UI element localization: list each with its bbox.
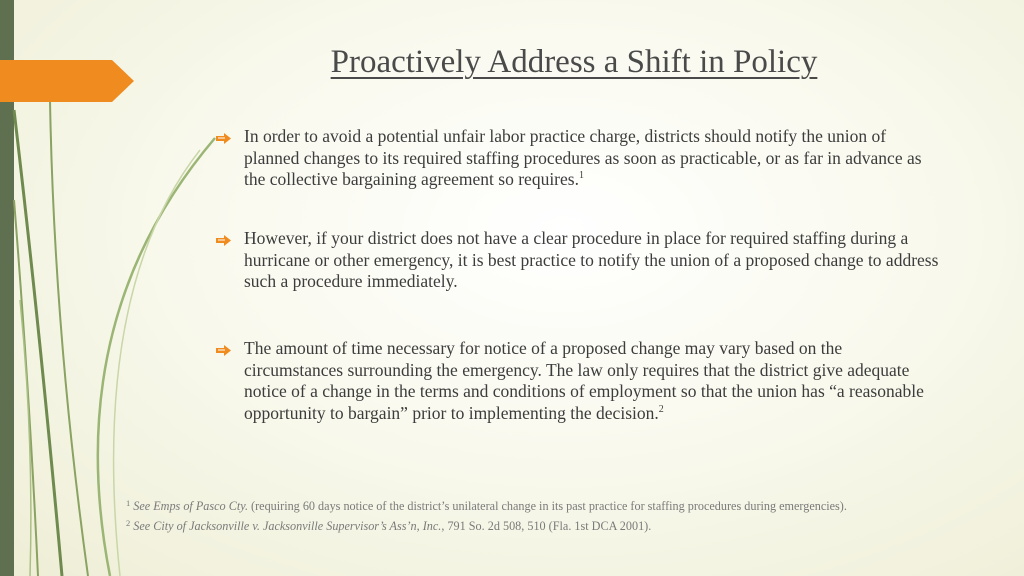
- bullet-item: [216, 338, 942, 424]
- arrow-bullet-icon: [216, 126, 244, 191]
- footnotes: [126, 495, 1006, 535]
- bullet-item: [216, 228, 942, 293]
- bullet-item: [216, 126, 942, 191]
- page-title: Proactively Address a Shift in Policy: [330, 44, 818, 80]
- arrow-bullet-icon: [216, 228, 244, 293]
- arrow-bullet-icon: [216, 338, 244, 424]
- bullet-text: However, if your district does not have a clear procedure in place for required staffing during a hurricane or other emergency, it is best practice to notify the union of a proposed change to address such a procedure immediately.: [244, 228, 939, 291]
- footnote-1: $^1$ See Emps of Pasco Cty. (requiring 60 days notice of the district’s unilateral change in its past practice for staffing procedures during emergencies).: [126, 498, 847, 513]
- footnote-2: $^2$ See City of Jacksonville v. Jacksonville Supervisor’s Ass’n, Inc., 791 So. 2d 508, 510 (Fla. 1st DCA 2001).: [126, 518, 652, 533]
- bullet-text: In order to avoid a potential unfair labor practice charge, districts should notify the union of planned changes to its required staffing procedures as soon as practicable, or as far in advance as the collective bargaining agreement so requires.$^1$: [244, 126, 922, 189]
- bullet-text: The amount of time necessary for notice of a proposed change may vary based on the circumstances surrounding the emergency. The law only requires that the district give adequate notice of a change in the terms and conditions of employment so that the union has “a reasonable opportunity to bargain” prior to implementing the decision.$^2$: [244, 338, 924, 423]
